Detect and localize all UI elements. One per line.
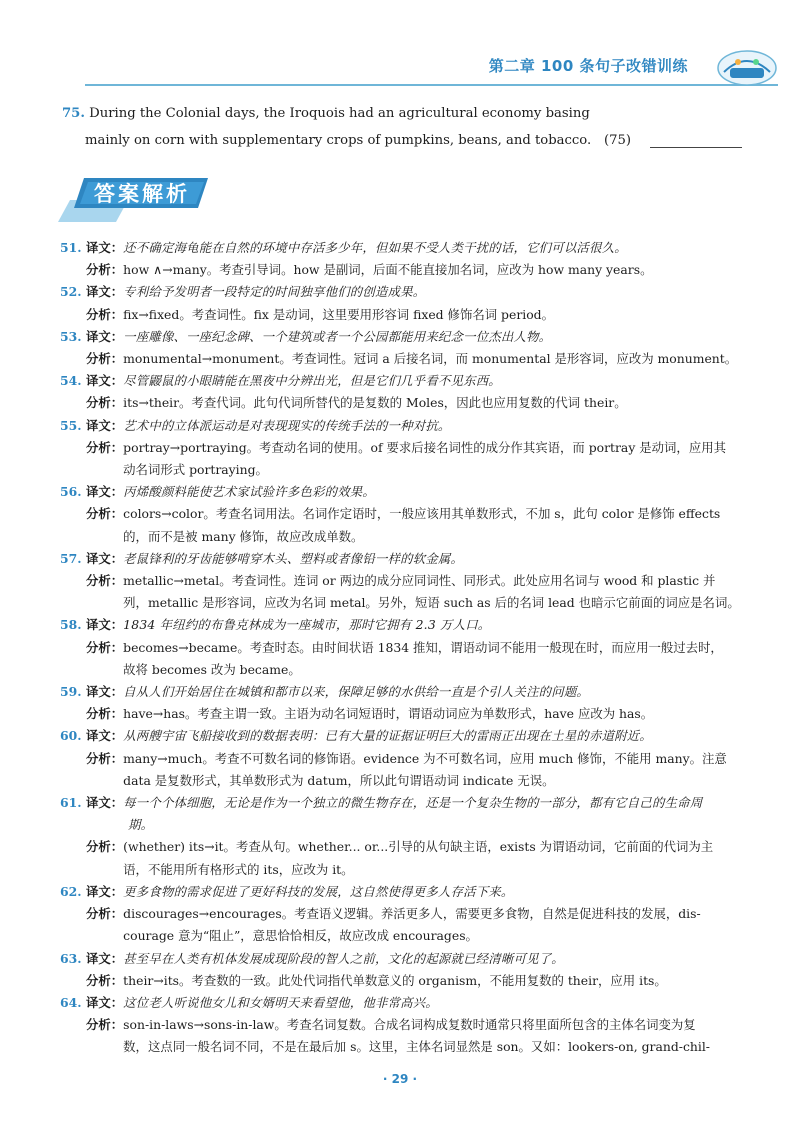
answer-number: 60. bbox=[60, 728, 82, 744]
translation-row bbox=[60, 681, 750, 703]
answer-number: 62. bbox=[60, 883, 82, 899]
answer-item bbox=[60, 681, 750, 725]
analysis-text bbox=[123, 703, 750, 725]
analysis-label: 分析： bbox=[86, 306, 124, 322]
analysis-line: many→much。考查不可数名词的修饰语。evidence 为不可数名词，应用 much 修饰，不能用 many。注意 bbox=[123, 750, 727, 766]
analysis-row bbox=[60, 903, 750, 947]
question-number: 75. bbox=[62, 106, 85, 121]
question-75 bbox=[62, 100, 742, 154]
answer-marker: (75) bbox=[604, 133, 632, 148]
translation-text: 1834 年纽约的布鲁克林成为一座城市，那时它拥有 2.3 万人口。 bbox=[123, 617, 491, 633]
analysis-line: 语，不能用所有格形式的 its，应改为 it。 bbox=[123, 861, 354, 877]
translation-row bbox=[60, 326, 750, 348]
answer-number: 55. bbox=[60, 417, 82, 433]
answer-number: 51. bbox=[60, 240, 82, 255]
answer-item bbox=[60, 548, 750, 615]
translation-row bbox=[60, 281, 750, 303]
analysis-text bbox=[123, 259, 750, 281]
chapter-title: 第二章 100 条句子改错训练 bbox=[488, 57, 688, 75]
translation-label: 译文： bbox=[86, 284, 124, 300]
answer-number: 52. bbox=[60, 284, 82, 300]
translation-text: 甚至早在人类有机体发展成现阶段的智人之前，文化的起源就已经清晰可见了。 bbox=[123, 950, 564, 966]
analysis-label: 分析： bbox=[86, 839, 124, 855]
answer-number: 58. bbox=[60, 617, 82, 633]
analysis-text bbox=[123, 836, 750, 880]
analysis-line: portray→portraying。考查动名词的使用。of 要求后接名词性的成分作其宾语，而 portray 是动词，应用其 bbox=[123, 439, 726, 455]
analysis-text bbox=[123, 903, 750, 947]
analysis-label: 分析： bbox=[86, 439, 124, 455]
answer-number: 57. bbox=[60, 550, 82, 566]
analysis-text bbox=[123, 570, 750, 614]
translation-label: 译文： bbox=[86, 728, 124, 744]
analysis-line: fix→fixed。考查词性。fix 是动词，这里要用形容词 fixed 修饰名词 period。 bbox=[123, 306, 554, 322]
analysis-row bbox=[60, 637, 750, 681]
translation-row bbox=[60, 481, 750, 503]
analysis-text bbox=[123, 637, 750, 681]
translation-label: 译文： bbox=[86, 684, 124, 700]
answer-item bbox=[60, 725, 750, 792]
analysis-line: colors→color。考查名词用法。名词作定语时，一般应该用其单数形式，不加 s，此句 color 是修饰 effects bbox=[123, 506, 721, 522]
analysis-label: 分析： bbox=[86, 972, 124, 988]
analysis-text bbox=[123, 304, 750, 326]
analysis-text bbox=[123, 392, 750, 414]
analysis-row bbox=[60, 304, 750, 326]
answer-number: 53. bbox=[60, 328, 82, 344]
translation-label: 译文： bbox=[86, 240, 124, 255]
analysis-line: its→their。考查代词。此句代词所替代的是复数的 Moles，因此也应用复数的代词 their。 bbox=[123, 395, 627, 411]
translation-row bbox=[60, 370, 750, 392]
answer-item bbox=[60, 281, 750, 325]
analysis-row bbox=[60, 1014, 750, 1058]
translation-label: 译文： bbox=[86, 883, 124, 899]
analysis-row bbox=[60, 437, 750, 481]
analysis-label: 分析： bbox=[86, 750, 124, 766]
analysis-text bbox=[123, 503, 750, 547]
translation-text: 老鼠锋利的牙齿能够啃穿木头、塑料或者像铅一样的软金属。 bbox=[123, 550, 464, 566]
translation-text: 更多食物的需求促进了更好科技的发展，这自然使得更多人存活下来。 bbox=[123, 883, 514, 899]
analysis-row bbox=[60, 570, 750, 614]
translation-label: 译文： bbox=[86, 417, 124, 433]
translation-row bbox=[60, 725, 750, 747]
analysis-line: becomes→became。考查时态。由时间状语 1834 推知，谓语动词不能用一般现在时，而应用一般过去时， bbox=[123, 639, 723, 655]
analysis-row bbox=[60, 348, 750, 370]
analysis-text bbox=[123, 748, 750, 792]
analysis-line: (whether) its→it。考查从句。whether... or...引导的从句缺主语，exists 为谓语动词，它前面的代词为主 bbox=[123, 839, 714, 855]
answer-number: 54. bbox=[60, 373, 82, 389]
analysis-label: 分析： bbox=[86, 1017, 124, 1033]
analysis-line: 动名词形式 portraying。 bbox=[123, 462, 268, 478]
translation-row bbox=[60, 992, 750, 1014]
translation-text: 还不确定海龟能在自然的环境中存活多少年，但如果不受人类干扰的话，它们可以活很久。 bbox=[123, 240, 627, 255]
analysis-line: 故将 becomes 改为 became。 bbox=[123, 661, 301, 677]
analysis-row bbox=[60, 503, 750, 547]
translation-row bbox=[60, 415, 750, 437]
analysis-text bbox=[123, 1014, 750, 1058]
answer-list bbox=[60, 237, 750, 1059]
analysis-text bbox=[123, 437, 750, 481]
answer-item bbox=[60, 614, 750, 681]
translation-label: 译文： bbox=[86, 617, 124, 633]
analysis-row bbox=[60, 703, 750, 725]
analysis-text bbox=[123, 970, 750, 992]
analysis-label: 分析： bbox=[86, 351, 124, 367]
answer-blank[interactable] bbox=[650, 129, 742, 148]
translation-text: 这位老人听说他女儿和女婿明天来看望他，他非常高兴。 bbox=[123, 994, 438, 1010]
translation-label: 译文： bbox=[86, 484, 124, 500]
header-rule bbox=[85, 84, 778, 86]
translation-text: 专利给予发明者一段特定的时间独享他们的创造成果。 bbox=[123, 284, 426, 300]
analysis-line: discourages→encourages。考查语义逻辑。养活更多人，需要更多食物，自然是促进科技的发展，dis- bbox=[123, 906, 701, 922]
analysis-label: 分析： bbox=[86, 639, 124, 655]
question-line-2: mainly on corn with supplementary crops of pumpkins, beans, and tobacco. bbox=[85, 133, 592, 148]
answer-item bbox=[60, 881, 750, 948]
translation-text: 自从人们开始居住在城镇和都市以来，保障足够的水供给一直是个引人关注的问题。 bbox=[123, 684, 590, 700]
page-number: · 29 · bbox=[382, 1072, 418, 1086]
answer-item bbox=[60, 948, 750, 992]
translation-label: 译文： bbox=[86, 328, 124, 344]
answer-item bbox=[60, 481, 750, 548]
answer-item bbox=[60, 992, 750, 1059]
analysis-line: have→has。考查主谓一致。主语为动名词短语时，谓语动词应为单数形式，have 应改为 has。 bbox=[123, 706, 654, 722]
analysis-row bbox=[60, 836, 750, 880]
translation-label: 译文： bbox=[86, 550, 124, 566]
analysis-row bbox=[60, 970, 750, 992]
answer-number: 63. bbox=[60, 950, 82, 966]
answer-item bbox=[60, 237, 750, 281]
analysis-line: 数，这点同一般名词不同，不是在最后加 s。这里，主体名词显然是 son。又如：lookers-on, grand-chil- bbox=[123, 1039, 710, 1055]
analysis-label: 分析： bbox=[86, 262, 124, 278]
analysis-row bbox=[60, 259, 750, 281]
answer-number: 59. bbox=[60, 684, 82, 700]
translation-text: 艺术中的立体派运动是对表现现实的传统手法的一种对抗。 bbox=[123, 417, 451, 433]
section-title: 答案解析 bbox=[94, 182, 190, 206]
translation-row-continued bbox=[60, 814, 750, 836]
analysis-label: 分析： bbox=[86, 395, 124, 411]
analysis-line: courage 意为“阻止”，意思恰恰相反，故应改成 encourages。 bbox=[123, 928, 478, 944]
translation-row bbox=[60, 948, 750, 970]
answer-number: 61. bbox=[60, 795, 82, 811]
analysis-label: 分析： bbox=[86, 906, 124, 922]
analysis-label: 分析： bbox=[86, 506, 124, 522]
translation-row bbox=[60, 614, 750, 636]
translation-text: 丙烯酸颜料能使艺术家试验许多色彩的效果。 bbox=[123, 484, 375, 500]
analysis-line: 的，而不是被 many 修饰，故应改成单数。 bbox=[123, 528, 364, 544]
analysis-label: 分析： bbox=[86, 706, 124, 722]
analysis-line: son-in-laws→sons-in-law。考查名词复数。合成名词构成复数时通常只将里面所包含的主体名词变为复 bbox=[123, 1017, 696, 1033]
analysis-line: their→its。考查数的一致。此处代词指代单数意义的 organism，不能用复数的 their，应用 its。 bbox=[123, 972, 667, 988]
translation-text: 尽管鼹鼠的小眼睛能在黑夜中分辨出光，但是它们几乎看不见东西。 bbox=[123, 373, 501, 389]
translation-row bbox=[60, 881, 750, 903]
translation-row bbox=[60, 237, 750, 259]
translation-text: 一座雕像、一座纪念碑、一个建筑或者一个公园都能用来纪念一位杰出人物。 bbox=[123, 328, 552, 344]
analysis-row bbox=[60, 392, 750, 414]
translation-row bbox=[60, 548, 750, 570]
translation-text-continued: 期。 bbox=[128, 817, 154, 833]
analysis-line: data 是复数形式，其单数形式为 datum，所以此句谓语动词 indicate 无误。 bbox=[123, 772, 555, 788]
answer-item bbox=[60, 792, 750, 881]
book-logo-icon bbox=[716, 46, 778, 86]
translation-text: 从两艘宇宙飞船接收到的数据表明：已有大量的证据证明巨大的雷雨正出现在土星的赤道附近。 bbox=[123, 728, 652, 744]
analysis-line: metallic→metal。考查词性。连词 or 两边的成分应同词性、同形式。此处应用名词与 wood 和 plastic 并 bbox=[123, 573, 716, 589]
analysis-text bbox=[123, 348, 750, 370]
answer-item bbox=[60, 415, 750, 482]
analysis-line: 列，metallic 是形容词，应改为名词 metal。另外，短语 such as 后的名词 lead 也暗示它前面的词应是名词。 bbox=[123, 595, 740, 611]
answer-item bbox=[60, 326, 750, 370]
translation-label: 译文： bbox=[86, 795, 124, 811]
analysis-line: monumental→monument。考查词性。冠词 a 后接名词，而 monumental 是形容词，应改为 monument。 bbox=[123, 351, 738, 367]
analysis-row bbox=[60, 748, 750, 792]
translation-label: 译文： bbox=[86, 994, 124, 1010]
translation-label: 译文： bbox=[86, 373, 124, 389]
analysis-line: how ∧→many。考查引导词。how 是副词，后面不能直接加名词，应改为 how many years。 bbox=[123, 262, 653, 278]
answer-item bbox=[60, 370, 750, 414]
translation-label: 译文： bbox=[86, 950, 124, 966]
answer-number: 64. bbox=[60, 994, 82, 1010]
answer-number: 56. bbox=[60, 484, 82, 500]
translation-row bbox=[60, 792, 750, 814]
analysis-label: 分析： bbox=[86, 573, 124, 589]
question-line-1: During the Colonial days, the Iroquois had an agricultural economy basing bbox=[89, 106, 590, 121]
translation-text: 每一个个体细胞，无论是作为一个独立的微生物存在，还是一个复杂生物的一部分，都有它自己的生命周 bbox=[123, 795, 703, 811]
